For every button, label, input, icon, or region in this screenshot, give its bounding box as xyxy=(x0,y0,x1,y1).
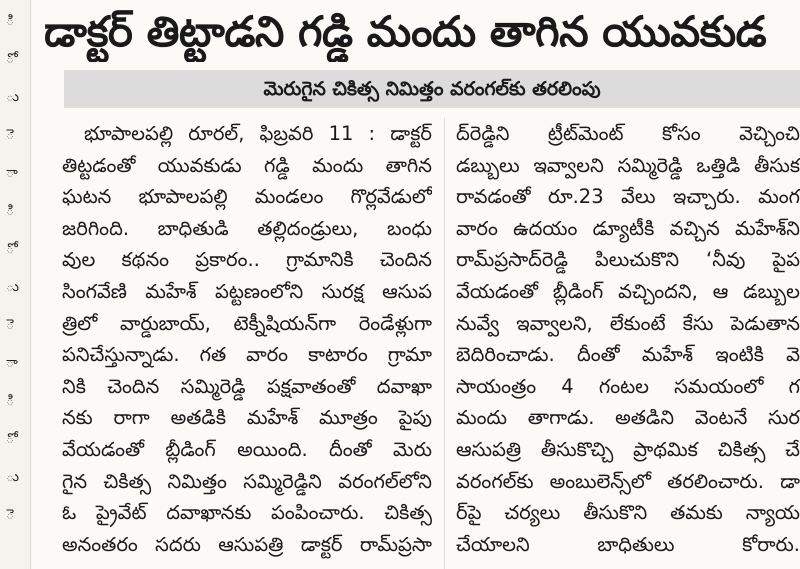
article-line: ఆసుపత్రి తీసుకొచ్చి ప్రాథమిక చికిత్స చే xyxy=(456,437,800,461)
article-line: సింగవేణి మహేశ్ పట్టణంలోని సురక్ష ఆసుప xyxy=(62,279,432,303)
article-line: వరంగల్‌కు అంబులెన్స్‌లో తరలించారు. డా xyxy=(456,469,800,493)
article-line: అనంతరం సదరు ఆసుపత్రి డాక్టర్ రామ్‌ప్రసా xyxy=(62,532,432,556)
strip-fragment: ా xyxy=(6,165,18,181)
article-line: తిట్టడంతో యువకుడు గడ్డి మందు తాగిన xyxy=(62,153,432,177)
article-line: వేయడంతో బ్లీడింగ్ అయింది. దీంతో మెరు xyxy=(62,437,432,461)
article-line: చేయాలని బాధితులు కోరారు. xyxy=(456,532,800,556)
subheadline: మెరుగైన చికిత్స నిమిత్తం వరంగల్‌కు తరలింపు xyxy=(263,78,601,100)
strip-fragment: ు xyxy=(6,469,19,485)
adjacent-column-strip xyxy=(0,0,31,569)
article-line: ర్‌పై చర్యలు తీసుకొని తమకు న్యాయ xyxy=(456,501,800,525)
strip-fragment: ో xyxy=(6,431,15,447)
article-line: ఓ ప్రైవేట్ దవాఖానకు పంపించారు. చికిత్స xyxy=(62,501,432,525)
article-column-left xyxy=(62,118,432,569)
article-line: మందు తాగాడు. అతడిని వెంటనే సుర xyxy=(456,406,800,430)
strip-fragment: ా xyxy=(6,355,18,371)
article-line: రామ్‌ప్రసాద్‌రెడ్డి పిలుచుకొని ‘నీవు పైప xyxy=(456,248,800,272)
article-line: నికి చెందిన సమ్మిరెడ్డి పక్షవాతంతో దవాఖా xyxy=(62,374,432,398)
strip-fragment: ు xyxy=(6,89,19,105)
article-column-right xyxy=(456,118,800,569)
strip-fragment: ి xyxy=(6,393,15,409)
article-line: నకు రాగా అతడికి మహేశ్ మూత్రం పైపు xyxy=(62,406,432,430)
article-line: వుల కథనం ప్రకారం.. గ్రామానికి చెందిన xyxy=(62,248,432,272)
article-line: రావడంతో రూ.23 వేలు ఇచ్చారు. మంగ xyxy=(456,185,800,209)
column-divider xyxy=(444,118,445,569)
headline: డాక్టర్ తిట్టాడని గడ్డి మందు తాగిన యువకుడ xyxy=(44,7,767,56)
strip-fragment: ె xyxy=(6,317,15,333)
article-line: డబ్బులు ఇవ్వాలని సమ్మిరెడ్డి ఒత్తిడి తీసుక xyxy=(456,153,800,177)
article-line: త్రిలో వార్డుబాయ్, టెక్నీషియన్‌గా రెండేళ్లుగా xyxy=(62,311,432,335)
article-line: వేయడంతో బ్లీడింగ్ వచ్చిందని, ఆ డబ్బుల xyxy=(456,279,800,303)
article-line: నువ్వే ఇవ్వాలని, లేకుంటే కేసు పెడుతాన xyxy=(456,311,800,335)
strip-fragment: ు xyxy=(6,279,19,295)
article-line: గైన చికిత్స నిమిత్తం సమ్మిరెడ్డిని వరంగల్‌లోని xyxy=(62,469,432,493)
strip-fragment: ె xyxy=(6,127,15,143)
article-line: ద్‌రెడ్డిని ట్రీట్‌మెంట్ కోసం వెచ్చించి xyxy=(456,122,800,145)
strip-fragment: ి xyxy=(6,13,15,29)
strip-fragment: ో xyxy=(6,241,15,257)
article-line: బెదిరించాడు. దీంతో మహేశ్ ఇంటికి వె xyxy=(456,343,800,367)
article-line: పనిచేస్తున్నాడు. గత వారం కాటారం గ్రామా xyxy=(62,343,432,367)
article-line: ఘటన భూపాలపల్లి మండలం గొర్లవేడులో xyxy=(62,185,432,209)
article-line: వారం ఉదయం డ్యూటీకి వచ్చిన మహేశ్‌ని xyxy=(456,216,800,240)
article-line: జరిగింది. బాధితుడి తల్లిదండ్రులు, బంధు xyxy=(62,216,432,240)
strip-fragment: ి xyxy=(6,203,15,219)
strip-fragment: ో xyxy=(6,51,15,67)
strip-fragment: ె xyxy=(6,507,15,523)
article-line: సాయంత్రం 4 గంటల సమయంలో గ xyxy=(456,374,800,398)
article-line: భూపాలపల్లి రూరల్, ఫిబ్రవరి 11 : డాక్టర్ xyxy=(84,122,432,145)
